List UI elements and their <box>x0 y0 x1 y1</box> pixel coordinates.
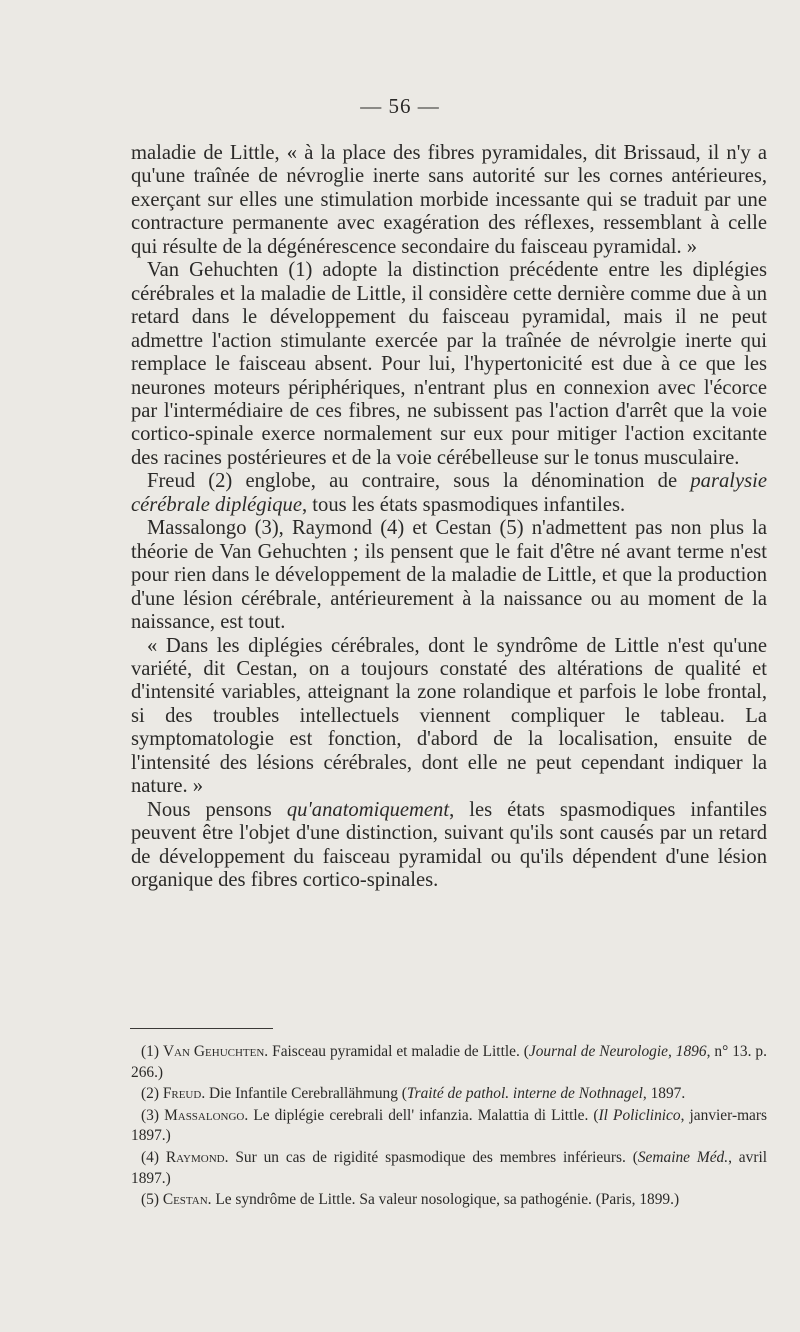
paragraph-1: maladie de Little, « à la place des fibres pyramidales, dit Brissaud, il n'y a qu'une traînée de névroglie inerte sans autorité sur les cornes antérieures, exerçant sur elles une stimulation morbide incessante qui se traduit par une contracture permanente avec exagération des réflexes, ressemblant à celle qui résulte de la dégénérescence secondaire du faisceau pyramidal. » <box>131 142 767 258</box>
footnote-number: (3) <box>141 1106 159 1124</box>
footnote-4 <box>131 1148 767 1189</box>
footnote-1 <box>131 1042 767 1083</box>
footnote-number: (1) <box>141 1043 159 1060</box>
main-text <box>131 142 767 893</box>
footnote-divider <box>130 1028 273 1029</box>
footnote-text: Die Infantile Cerebrallähmung ( <box>205 1085 407 1103</box>
paragraph-6 <box>131 799 767 893</box>
paragraph-6-italic: qu'anatomiquement <box>286 798 450 821</box>
footnote-tail: , 1897. <box>642 1085 686 1103</box>
page-number: — 56 — <box>360 94 440 118</box>
footnote-number: (2) <box>141 1085 159 1103</box>
footnote-text: Sur un cas de rigidité spasmodique des membres inférieurs. ( <box>228 1149 638 1167</box>
footnote-number: (4) <box>141 1149 159 1167</box>
footnote-2 <box>131 1084 767 1105</box>
footnote-source: Semaine Méd. <box>637 1149 729 1167</box>
footnote-text: Faisceau pyramidal et maladie de Little. ( <box>268 1043 529 1060</box>
paragraph-3-italic: paralysie cérébrale diplégique <box>131 470 767 516</box>
paragraph-5: « Dans les diplégies cérébrales, dont le syndrôme de Little n'est qu'une variété, dit Cestan, on a toujours constaté des altérations de qualité et d'intensité variables, atteignant la zone rolandique et parfois le lobe frontal, si des troubles intellectuels viennent compliquer le tableau. La symptomatologie est fonction, d'abord de la localisation, ensuite de l'intensité des lésions cérébrales, dont elle ne peut cependant indiquer la nature. » <box>131 634 767 798</box>
footnote-text: Le syndrôme de Little. Sa valeur nosologique, sa pathogénie. (Paris, 1899.) <box>211 1191 680 1209</box>
footnote-3 <box>131 1106 767 1147</box>
footnote-author: Freud. <box>162 1085 206 1103</box>
paragraph-3-text-end: , tous les états spasmodiques infantiles. <box>302 493 626 516</box>
footnote-5 <box>131 1190 767 1211</box>
footnote-author: Massalongo. <box>164 1106 249 1124</box>
paragraph-3-text: Freud (2) englobe, au contraire, sous la dénomination de <box>147 470 691 493</box>
paragraph-6-text-end: , les états spasmodiques infantiles peuvent être l'objet d'une distinction, suivant qu'ils sont causés par un retard de développement du faisceau pyramidal ou qu'ils dépendent d'une lésion organique des fibres cortico-spinales. <box>131 798 767 892</box>
paragraph-6-text: Nous pensons <box>147 798 287 821</box>
footnote-tail: , avril 1897.) <box>131 1149 768 1187</box>
footnote-source: Il Policlinico <box>598 1106 681 1124</box>
paragraph-3 <box>131 470 767 517</box>
footnote-tail: , n° 13. p. 266.) <box>131 1043 767 1081</box>
footnote-author: Raymond. <box>165 1149 229 1167</box>
footnote-tail: , janvier-mars 1897.) <box>131 1106 767 1145</box>
footnote-source: Traité de pathol. interne de Nothnagel <box>406 1085 643 1103</box>
paragraph-4: Massalongo (3), Raymond (4) et Cestan (5) n'admettent pas non plus la théorie de Van Gehuchten ; ils pensent que le fait d'être né avant terme n'est pour rien dans le développement de la maladie de Little, et que la production d'une lésion cérébrale, antérieurement à la naissance ou au moment de la naissance, est tout. <box>131 517 767 634</box>
footnote-number: (5) <box>141 1191 159 1209</box>
footnote-text: Le diplégie cerebrali dell' infanzia. Malattia di Little. ( <box>248 1106 599 1124</box>
footnote-author: Cestan. <box>162 1191 212 1209</box>
footnote-author: Van Gehuchten. <box>162 1043 269 1060</box>
paragraph-2: Van Gehuchten (1) adopte la distinction précédente entre les diplégies cérébrales et la maladie de Little, il considère cette dernière comme due à un retard dans le développement du faisceau pyramidal, mais il ne peut admettre l'action stimulante exercée par la traînée de névrolgie inerte qui remplace le faisceau absent. Pour lui, l'hypertonicité est due à ce que les neurones moteurs périphériques, n'entrant plus en connexion avec l'écorce par l'intermédiaire de ces fibres, ne subissent pas l'action d'arrêt que la voie cortico-spinale exerce normalement sur eux pour mitiger l'action excitante des racines postérieures et de la voie cérébelleuse sur le tonus musculaire. <box>131 259 767 469</box>
footnote-source: Journal de Neurologie, 1896 <box>528 1043 707 1060</box>
footnotes <box>131 1042 767 1212</box>
